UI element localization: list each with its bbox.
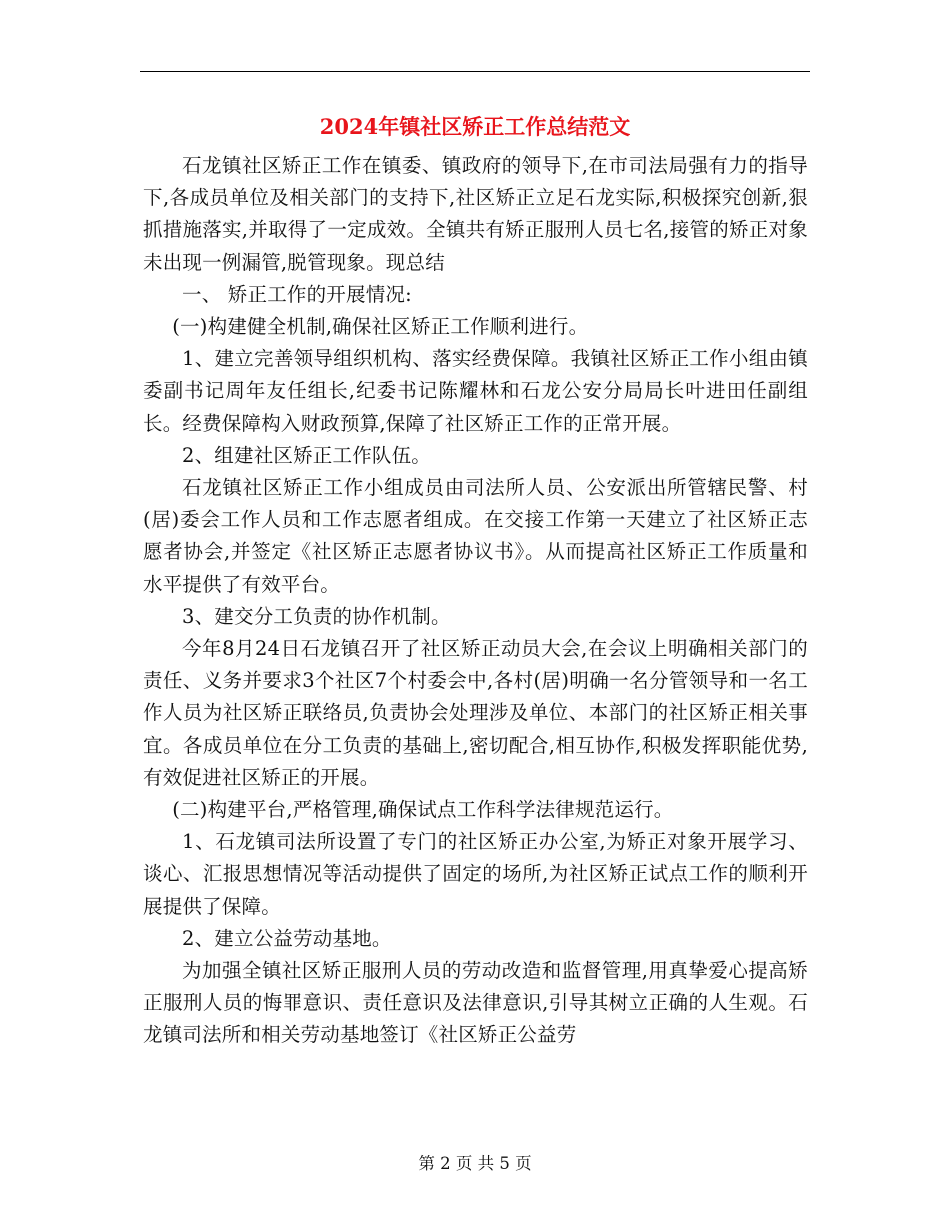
paragraph-item-2-body: 石龙镇社区矫正工作小组成员由司法所人员、公安派出所管辖民警、村(居)委会工作人员和工作志愿者组成。在交接工作第一天建立了社区矫正志愿者协会,并签定《社区矫正志愿者协议书》。从而提高社区矫正工作质量和水平提供了有效平台。 (143, 476, 808, 596)
document-title: 2024年镇社区矫正工作总结范文 (319, 114, 631, 139)
paragraph-item-3-heading: 3、建交分工负责的协作机制。 (182, 604, 451, 628)
subsection-heading-2: (二)构建平台,严格管理,确保试点工作科学法律规范运行。 (172, 798, 674, 822)
paragraph-item-2-heading: 2、组建社区矫正工作队伍。 (182, 443, 432, 467)
page-number: 第 2 页 共 5 页 (418, 1154, 532, 1173)
paragraph-office: 1、石龙镇司法所设置了专门的社区矫正办公室,为矫正对象开展学习、谈心、汇报思想情况等活动提供了固定的场所,为社区矫正试点工作的顺利开展提供了保障。 (143, 830, 808, 918)
paragraph-intro: 石龙镇社区矫正工作在镇委、镇政府的领导下,在市司法局强有力的指导下,各成员单位及相关部门的支持下,社区矫正立足石龙实际,积极探究创新,狠抓措施落实,并取得了一定成效。全镇共有矫正服刑人员七名,接管的矫正对象未出现一例漏管,脱管现象。现总结 (143, 154, 808, 274)
subsection-heading-1: (一)构建健全机制,确保社区矫正工作顺利进行。 (172, 315, 589, 339)
paragraph-item-1: 1、建立完善领导组织机构、落实经费保障。我镇社区矫正工作小组由镇委副书记周年友任组长,纪委书记陈耀林和石龙公安分局局长叶进田任副组长。经费保障构入财政预算,保障了社区矫正工作的正常开展。 (143, 347, 808, 435)
paragraph-labor-base-heading: 2、建立公益劳动基地。 (182, 926, 392, 950)
document-body (143, 150, 808, 1052)
header-rule (140, 71, 810, 72)
section-heading-1: 一、 矫正工作的开展情况: (182, 282, 412, 306)
paragraph-item-3-body: 今年8月24日石龙镇召开了社区矫正动员大会,在会议上明确相关部门的责任、义务并要求3个社区7个村委会中,各村(居)明确一名分管领导和一名工作人员为社区矫正联络员,负责协会处理涉及单位、本部门的社区矫正相关事宜。各成员单位在分工负责的基础上,密切配合,相互协作,积极发挥职能优势,有效促进社区矫正的开展。 (143, 637, 808, 789)
paragraph-labor-base-body: 为加强全镇社区矫正服刑人员的劳动改造和监督管理,用真挚爱心提高矫正服刑人员的悔罪意识、责任意识及法律意识,引导其树立正确的人生观。石龙镇司法所和相关劳动基地签订《社区矫正公益劳 (143, 959, 808, 1047)
